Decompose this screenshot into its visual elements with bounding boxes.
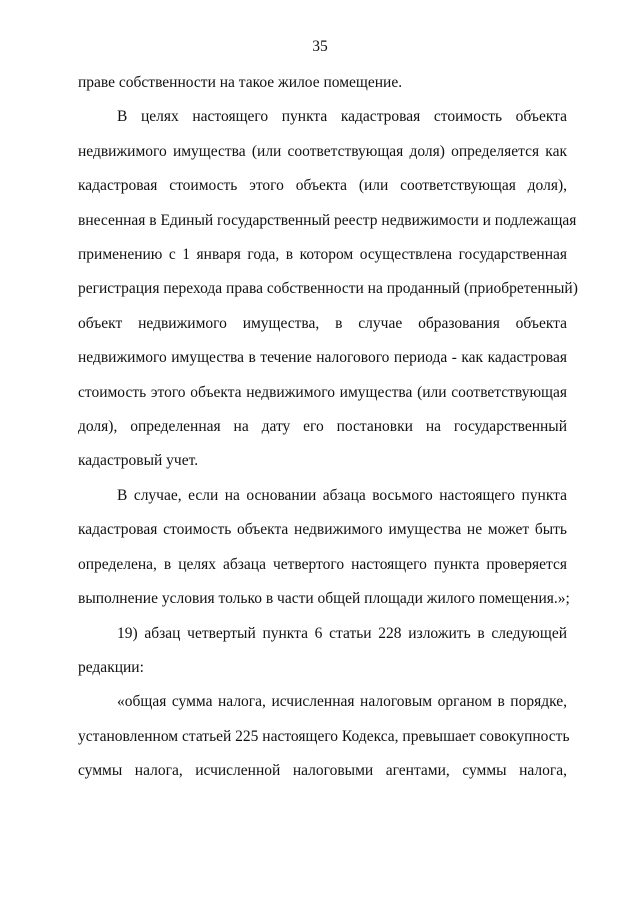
text-line: определена, в целях абзаца четвертого настоящего пункта проверяется [78,555,567,573]
text-line: редакции: [78,658,144,676]
text-line: применению с 1 января года, в котором осуществлена государственная [78,246,567,264]
document-body [78,66,578,789]
text-line: доля), определенная на дату его постановки на государственный [78,418,567,436]
paragraph-continuation [78,66,567,100]
text-line: кадастровая стоимость этого объекта (или соответствующая доля), [78,177,567,195]
text-line: внесенная в Единый государственный реестр недвижимости и подлежащая [78,211,577,229]
text-line: стоимость этого объекта недвижимого имущества (или соответствующая [78,383,567,401]
text-line: кадастровый учет. [78,452,199,470]
text-line: кадастровая стоимость объекта недвижимого имущества не может быть [78,521,567,539]
paragraph-quoted-text [78,685,570,788]
text-line: объект недвижимого имущества, в случае образования объекта [78,314,567,332]
text-line: 19) абзац четвертый пункта 6 статьи 228 изложить в следующей [117,624,567,642]
text-line: установленном статьей 225 настоящего Кодекса, превышает совокупность [78,727,570,745]
paragraph-case-undetermined [78,479,570,617]
text-line: недвижимого имущества в течение налогового периода - как кадастровая [78,349,567,367]
text-line: праве собственности на такое жилое помещение. [78,74,403,91]
text-line: регистрация перехода права собственности на проданный (приобретенный) [78,280,578,298]
text-line: недвижимого имущества (или соответствующая доля) определяется как [78,142,567,160]
text-line: В случае, если на основании абзаца восьмого настоящего пункта [117,486,567,504]
paragraph-amendment-19 [78,617,567,686]
text-line: суммы налога, исчисленной налоговыми агентами, суммы налога, [78,762,567,780]
paragraph-cadastral-value [78,100,578,478]
page-number: 35 [312,38,328,55]
text-line: «общая сумма налога, исчисленная налоговым органом в порядке, [117,693,567,711]
text-line: выполнение условия только в части общей площади жилого помещения.»; [78,590,570,608]
text-line: В целях настоящего пункта кадастровая стоимость объекта [117,108,567,126]
